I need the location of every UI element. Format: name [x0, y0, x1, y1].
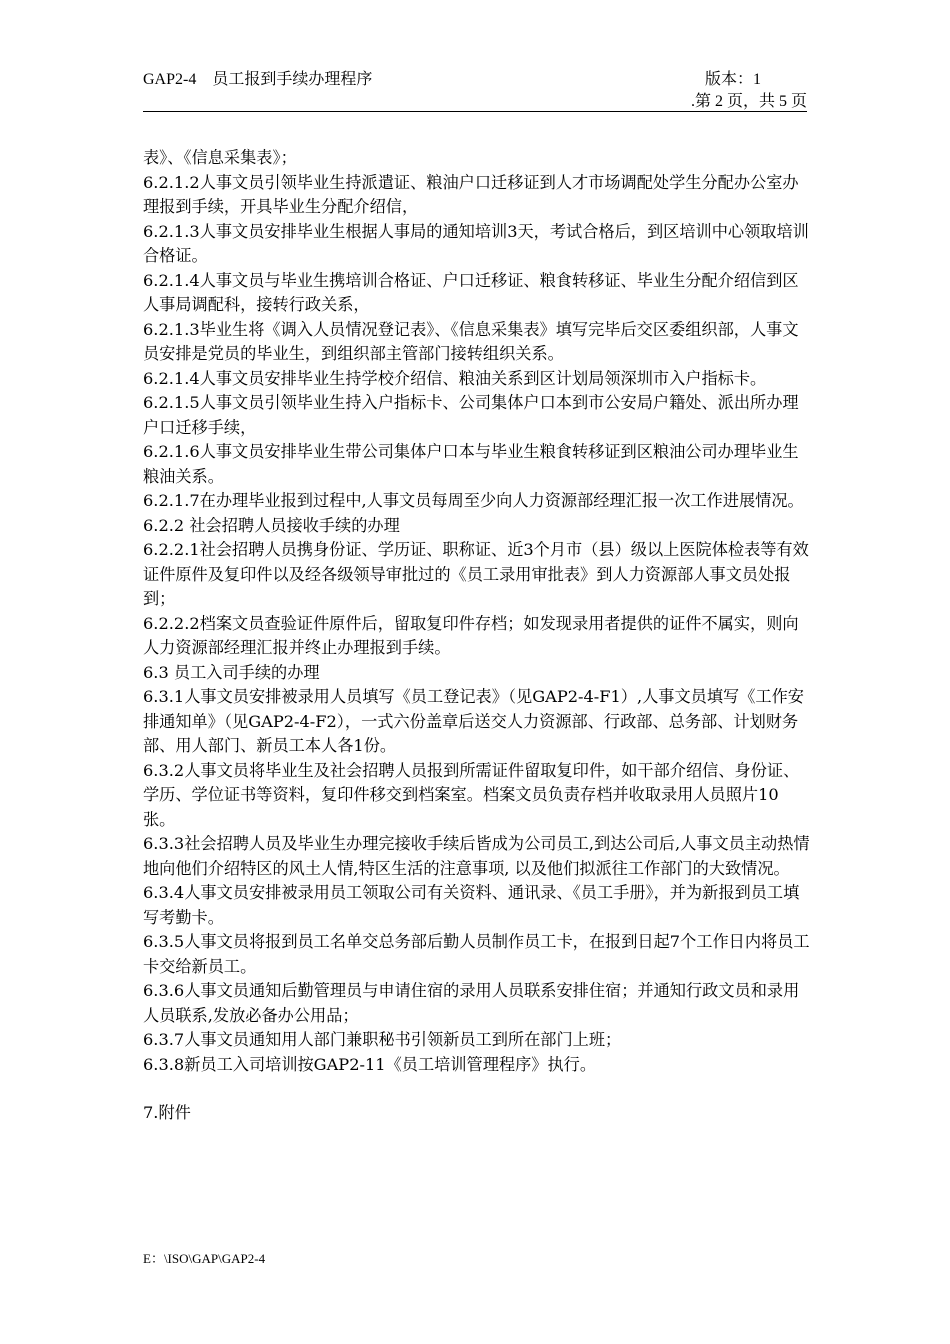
paragraph: 6.2.2.2档案文员查验证件原件后，留取复印件存档；如发现录用者提供的证件不属实，则向人力资源部经理汇报并终止办理报到手续。	[143, 613, 799, 657]
paragraph: 6.2.1.7在办理毕业报到过程中,人事文员每周至少向人力资源部经理汇报一次工作进展情况。	[143, 491, 804, 510]
page-header	[143, 62, 807, 112]
version-label: 版本：1	[705, 71, 762, 88]
document-body	[143, 146, 811, 1126]
header-title	[143, 66, 372, 89]
paragraph: 6.2.1.5人事文员引领毕业生持入户指标卡、公司集体户口本到市公安局户籍处、派出所办理户口迁移手续，	[143, 393, 799, 437]
paragraph: 6.2.1.4人事文员与毕业生携培训合格证、户口迁移证、粮食转移证、毕业生分配介绍信到区人事局调配科，接转行政关系，	[143, 270, 799, 314]
subsection-heading: 6.2.2 社会招聘人员接收手续的办理	[143, 515, 400, 535]
paragraph: 6.3.8新员工入司培训按GAP2-11《员工培训管理程序》执行。	[143, 1054, 597, 1074]
page-footer: E：\ISO\GAP\GAP2-4	[143, 1251, 266, 1266]
page-number: .第 2 页，共 5 页	[690, 93, 807, 110]
paragraph: 6.2.1.3人事文员安排毕业生根据人事局的通知培训3天，考试合格后，到区培训中心领取培训合格证。	[143, 221, 809, 265]
paragraph: 6.3.2人事文员将毕业生及社会招聘人员报到所需证件留取复印件，如干部介绍信、身份证、学历、学位证书等资料，复印件移交到档案室。档案文员负责存档并收取录用人员照片10张。	[143, 760, 800, 829]
paragraph: 6.3.6人事文员通知后勤管理员与申请住宿的录用人员联系安排住宿；并通知行政文员和录用人员联系,发放必备办公用品；	[143, 981, 800, 1025]
subsection-heading: 6.3 员工入司手续的办理	[143, 662, 320, 682]
paragraph: 6.2.1.3毕业生将《调入人员情况登记表》、《信息采集表》填写完毕后交区委组织部，人事文员安排是党员的毕业生，到组织部主管部门接转组织关系。	[143, 319, 799, 363]
paragraph: 6.3.7人事文员通知用人部门兼职秘书引领新员工到所在部门上班；	[143, 1030, 622, 1049]
paragraph: 6.2.1.6人事文员安排毕业生带公司集体户口本与毕业生粮食转移证到区粮油公司办理毕业生粮油关系。	[143, 442, 799, 486]
doc-code: GAP2-4	[143, 71, 197, 88]
paragraph: 6.3.3社会招聘人员及毕业生办理完接收手续后皆成为公司员工,到达公司后,人事文员主动热情地向他们介绍特区的风土人情,特区生活的注意事项, 以及他们拟派往工作部门的大致情况。	[143, 834, 810, 878]
paragraph: 6.3.1人事文员安排被录用人员填写《员工登记表》（见GAP2-4-F1）,人事文员填写《工作安排通知单》（见GAP2-4-F2），一式六份盖章后送交人力资源部、行政部、总务部、计划财务部、用人部门、新员工本人各1份。	[143, 687, 804, 755]
paragraph: 6.2.1.2人事文员引领毕业生持派遣证、粮油户口迁移证到人才市场调配处学生分配办公室办理报到手续，开具毕业生分配介绍信，	[143, 172, 799, 216]
paragraph: 6.2.1.4人事文员安排毕业生持学校介绍信、粮油关系到区计划局领深圳市入户指标卡。	[143, 368, 767, 388]
paragraph: 表》、《信息采集表》；	[143, 148, 297, 167]
paragraph: 6.2.2.1社会招聘人员携身份证、学历证、职称证、近3个月市（县）级以上医院体检表等有效证件原件及复印件以及经各级领导审批过的《员工录用审批表》到人力资源部人事文员处报到；	[143, 540, 809, 608]
section-heading: 7.附件	[143, 1103, 191, 1122]
spacer	[143, 1077, 811, 1101]
paragraph: 6.3.4人事文员安排被录用员工领取公司有关资料、通讯录、《员工手册》，并为新报到员工填写考勤卡。	[143, 883, 800, 927]
doc-title: 员工报到手续办理程序	[212, 71, 373, 88]
paragraph: 6.3.5人事文员将报到员工名单交总务部后勤人员制作员工卡，在报到日起7个工作日内将员工卡交给新员工。	[143, 932, 810, 976]
